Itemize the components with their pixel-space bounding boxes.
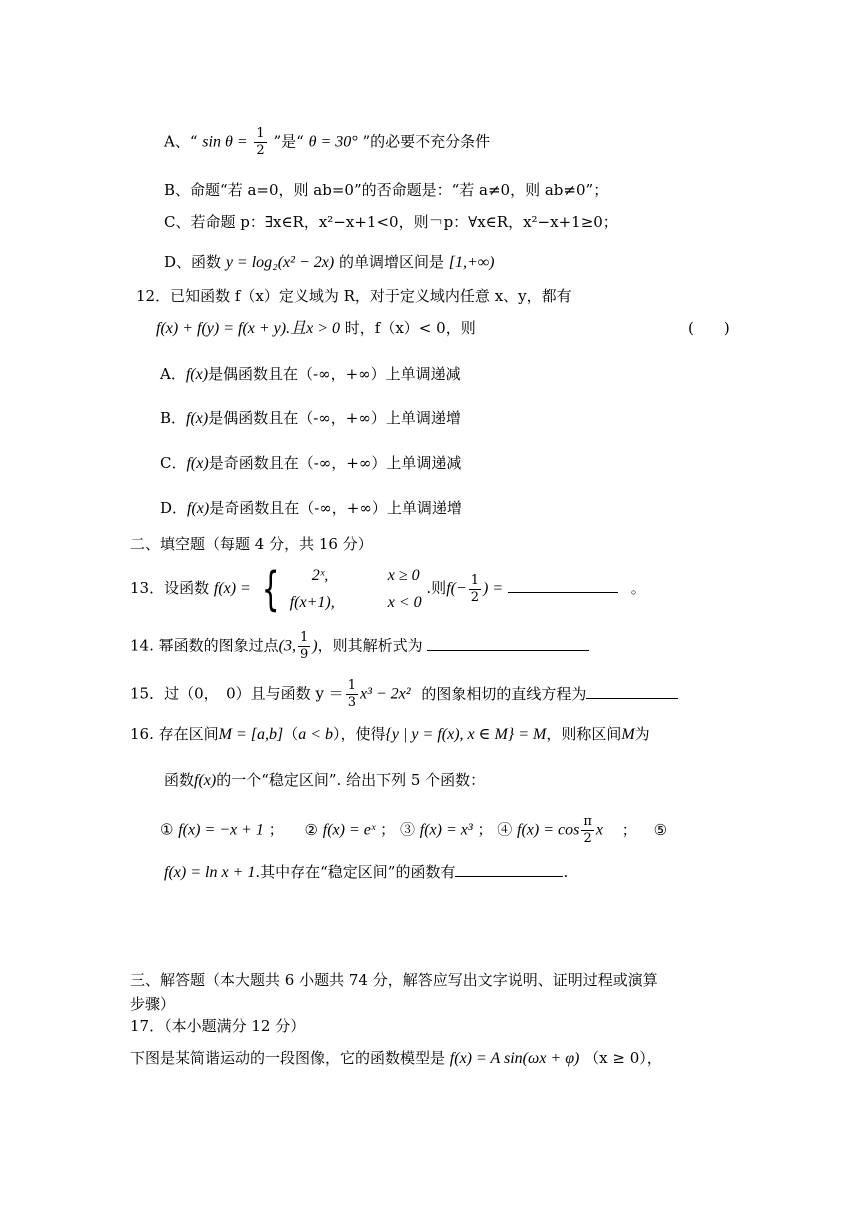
q16-func-4-right: x (595, 821, 604, 839)
option-fx: f(x) (187, 500, 210, 517)
q11-d-prefix: D、函数 (164, 253, 222, 271)
frac-den: 2 (470, 589, 480, 605)
q11-a-suffix: ”的必要不充分条件 (362, 132, 491, 151)
q11-d-expr: y = log₂(x² − 2x) (225, 254, 335, 271)
q13-fx: f(x) = (213, 580, 251, 597)
q13-then: .则 (426, 579, 447, 597)
q16-line2-a: 函数 (164, 771, 195, 789)
option-fx: f(x) (186, 455, 209, 472)
q16-line2-b: 的一个“稳定区间”. 给出下列 5 个函数： (216, 771, 486, 789)
q12-condition-expr: f(x) + f(y) = f(x + y).且x > 0 (156, 320, 341, 337)
q11-a-fraction (254, 126, 266, 159)
option-text: 是偶函数且在（-∞，+∞）上单调递增 (208, 409, 461, 427)
q16-a: 16. 存在区间 (130, 725, 219, 743)
q16-func-3: f(x) = x³ (419, 821, 473, 839)
q13-label: 13．设函数 (130, 579, 210, 597)
q16-m2: M (621, 726, 635, 743)
q16-func-4-left: f(x) = cos (517, 821, 580, 839)
q16-line4-text: .其中存在“稳定区间”的函数有 (255, 863, 456, 881)
q16-line3 (160, 814, 667, 847)
q13 (130, 562, 646, 616)
q15-text: 15．过（0， 0）且与函数 y ＝ (130, 684, 344, 703)
q13-close: ) = (483, 580, 504, 597)
q12-condition (156, 318, 476, 339)
frac-den: 3 (347, 695, 356, 710)
q15-expr: x³ − 2x² (359, 685, 411, 703)
q16-func-5: f(x) = ln x + 1 (164, 864, 256, 881)
case1-cond: x ≥ 0 (387, 567, 420, 584)
q12-option-d (160, 498, 462, 519)
q17-text (130, 1048, 662, 1069)
q12-option-b (160, 408, 461, 429)
option-label: C． (160, 454, 187, 472)
q15 (130, 678, 678, 711)
q14 (130, 630, 589, 663)
frac-den: 2 (583, 831, 592, 846)
section-3-title-cont: 步骤） (130, 995, 176, 1013)
q11-option-a (164, 126, 490, 159)
brace-icon: { (261, 562, 280, 616)
option-text: 是偶函数且在（-∞，+∞）上单调递减 (208, 365, 461, 383)
q16-set: {y | y = f(x), x ∈ M} = M (385, 726, 547, 743)
item-number: ⑤ (653, 820, 668, 839)
q17-expr: f(x) = A sin(ωx + φ) (449, 1050, 580, 1067)
separator: ； (268, 820, 284, 839)
q16-func-2: f(x) = eˣ (322, 821, 376, 839)
frac-num: 1 (470, 572, 480, 588)
q11-a-prefix: A、“ (164, 132, 198, 151)
q16-interval: M = [a,b] (218, 726, 284, 743)
frac-num: 1 (256, 126, 265, 141)
q16-line4 (164, 862, 568, 883)
option-fx: f(x) (185, 366, 209, 383)
q17-cond: （x ≥ 0）， (584, 1049, 662, 1067)
item-number: ③ (399, 820, 415, 839)
answer-blank[interactable] (508, 578, 618, 593)
q12-stem: 12．已知函数 f（x）定义域为 R，对于定义域内任意 x、y，都有 (136, 287, 572, 305)
q11-option-d (164, 252, 495, 273)
option-label: B． (160, 409, 187, 427)
q11-option-c: C、若命题 p：∃x∈R，x²−x+1<0，则￢p：∀x∈R，x²−x+1≥0； (164, 213, 618, 231)
section-3-title: 三、解答题（本大题共 6 小题共 74 分，解答应写出文字说明、证明过程或演算 (130, 971, 658, 989)
q17-title: 17．（本小题满分 12 分） (130, 1017, 306, 1035)
frac-num: π (583, 814, 592, 829)
q11-d-suffix: 的单调增区间是 (338, 253, 444, 271)
section-2-title: 二、填空题（每题 4 分，共 16 分） (130, 535, 373, 553)
option-label: A． (160, 365, 186, 383)
q11-a-mid: ”是“ (273, 132, 304, 151)
frac-num: 1 (299, 630, 309, 645)
separator: ； (477, 820, 493, 839)
q16-c: ），使得 (333, 725, 386, 743)
frac-den: 9 (299, 647, 309, 662)
q12-condition-text: 时，f（x）< 0，则 (344, 319, 476, 337)
q16-func-4-fraction (581, 814, 594, 847)
answer-blank[interactable] (586, 684, 678, 699)
q16-line1 (130, 724, 650, 745)
q11-a-expr-left: sin θ = (202, 133, 248, 151)
option-text: 是奇函数且在（-∞，+∞）上单调递增 (209, 499, 462, 517)
q11-d-interval: [1,+∞) (448, 254, 495, 271)
q16-cond: a < b (298, 726, 334, 743)
option-text: 是奇函数且在（-∞，+∞）上单调递减 (208, 454, 462, 472)
answer-blank[interactable] (455, 862, 563, 877)
q14-text: ，则其解析式为 (317, 636, 423, 655)
q11-option-b: B、命题“若 a=0，则 ab=0”的否命题是：“若 a≠0，则 ab≠0”； (164, 181, 609, 199)
q15-fraction (346, 678, 358, 711)
option-label: D． (160, 499, 188, 517)
separator: ； (621, 820, 637, 839)
q16-fx: f(x) (194, 772, 217, 789)
q16-func-1: f(x) = −x + 1 (178, 821, 264, 839)
q13-end: 。 (630, 579, 646, 597)
frac-num: 1 (347, 678, 356, 693)
q13-eval: f(− (446, 580, 467, 597)
q14-label: 14. 幂函数的图象过点 (130, 636, 279, 655)
q14-point-right: ) (312, 637, 318, 655)
q17-text-main: 下图是某简谐运动的一段图像，它的函数模型是 (130, 1049, 446, 1067)
q16-line2 (164, 770, 485, 791)
case2-cond: x < 0 (387, 594, 422, 611)
answer-blank[interactable] (427, 636, 589, 651)
q16-b: （ (283, 725, 299, 743)
q16-e: 为 (634, 725, 650, 743)
q14-point-left: (3, (278, 637, 296, 655)
q12-answer-paren: ( ) (688, 319, 730, 337)
q11-a-expr-right: θ = 30° (308, 133, 358, 151)
case1-expr: 2ˣ, (311, 567, 329, 584)
q14-fraction (298, 630, 310, 663)
case2-expr: f(x+1), (289, 594, 335, 611)
item-number: ④ (497, 820, 513, 839)
item-number: ① (160, 820, 174, 839)
item-number: ② (304, 820, 318, 839)
frac-den: 2 (256, 143, 265, 158)
q16-line4-end: . (563, 863, 569, 881)
q12-option-a (160, 364, 461, 385)
separator: ； (380, 820, 396, 839)
q15-suffix: 的图象相切的直线方程为 (421, 684, 587, 703)
option-fx: f(x) (186, 410, 209, 427)
q12-option-c (160, 453, 461, 474)
q16-d: ，则称区间 (546, 725, 622, 743)
q13-fraction (469, 573, 481, 606)
q13-piecewise (290, 562, 422, 616)
